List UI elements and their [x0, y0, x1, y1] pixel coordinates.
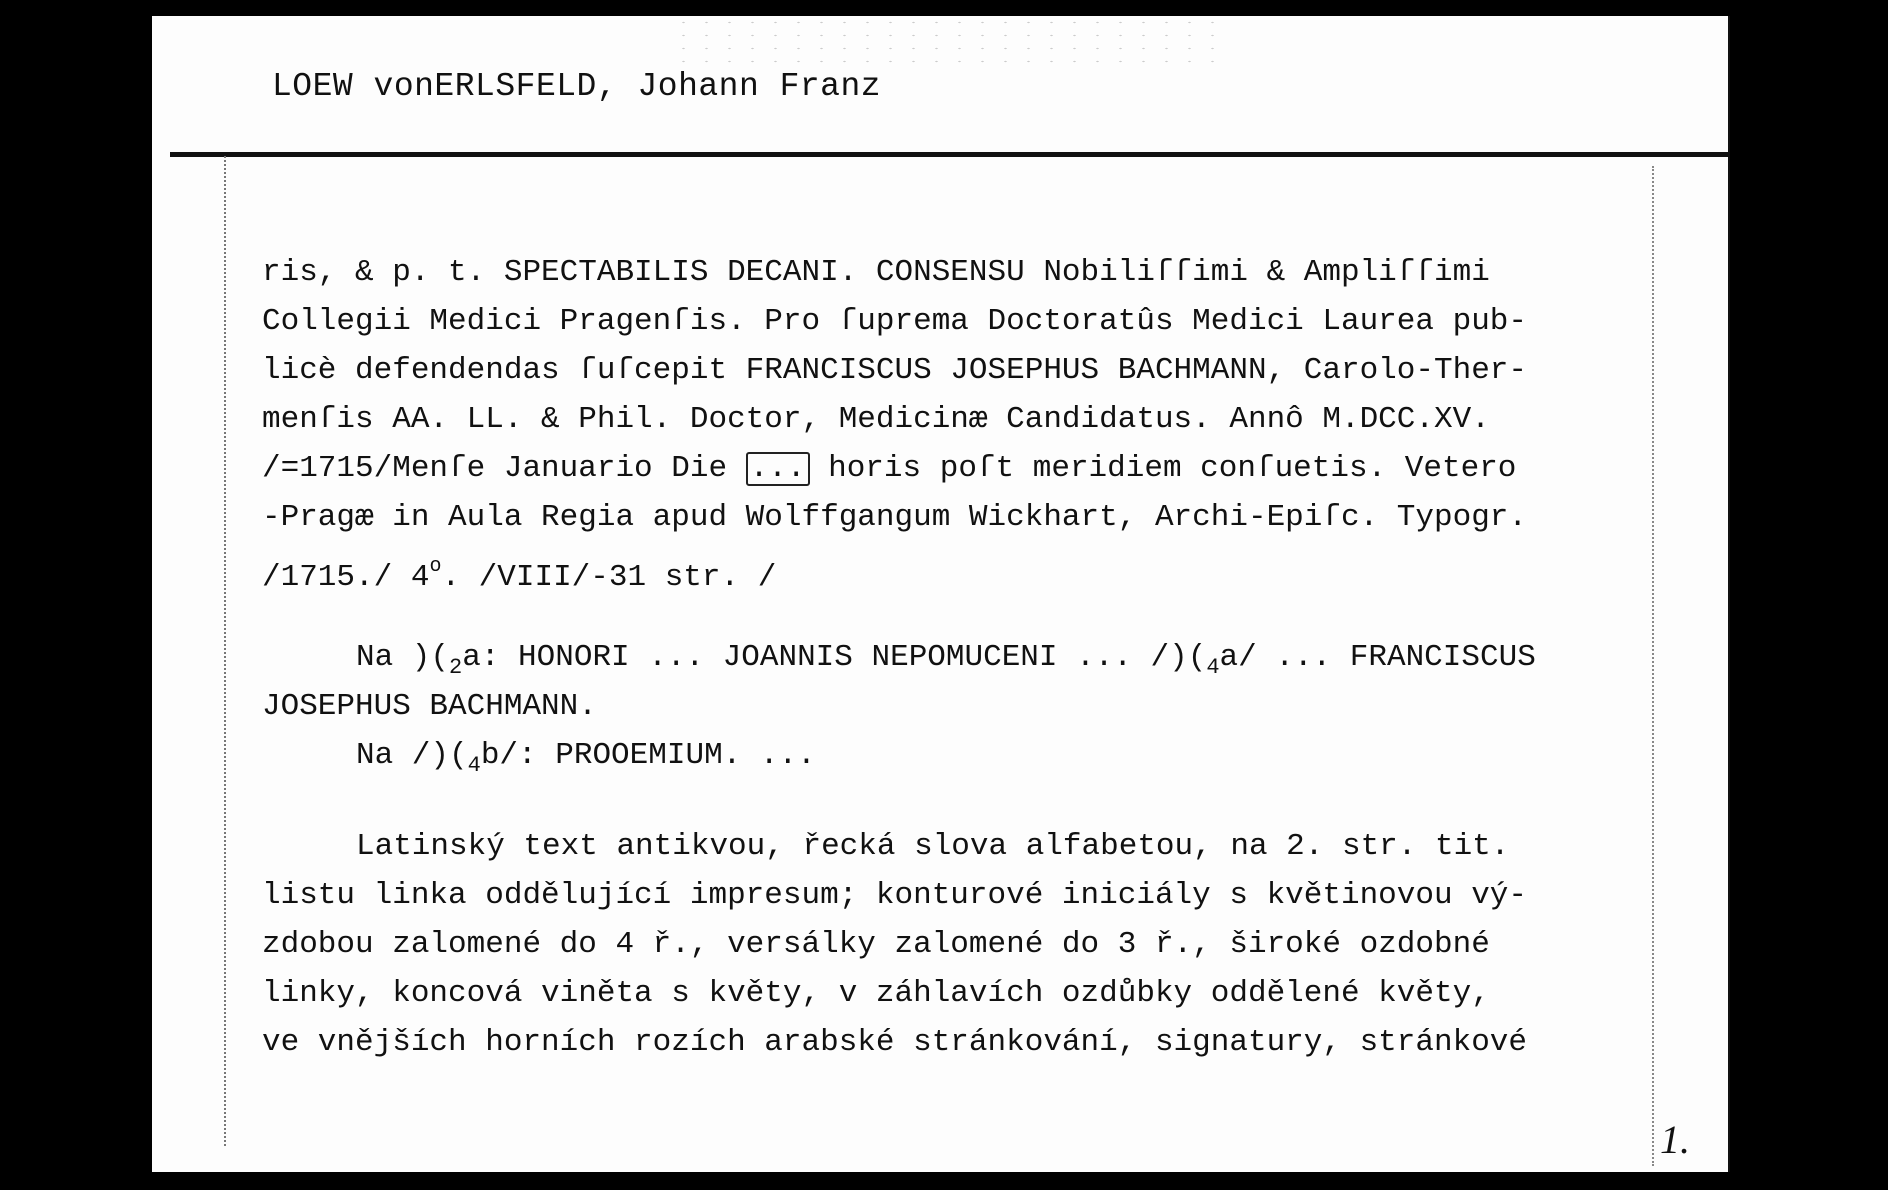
text-fragment: a: HONORI ... JOANNIS NEPOMUCENI ... /)( — [462, 640, 1207, 675]
text-fragment: a/ ... FRANCISCUS — [1219, 640, 1536, 675]
card-body — [262, 248, 1652, 1067]
card-edge — [1728, 16, 1730, 1172]
subscript: 4 — [467, 753, 481, 778]
text-line: -Pragæ in Aula Regia apud Wolffgangum Wickhart, Archi-Epiſc. Typogr. — [262, 500, 1528, 535]
text-line: zdobou zalomené do 4 ř., versálky zalomené do 3 ř., široké ozdobné — [262, 927, 1490, 962]
text-fragment: horis poſt meridiem conſuetis. Vetero — [809, 451, 1517, 486]
text-line: Latinský text antikvou, řecká slova alfabetou, na 2. str. tit. — [356, 829, 1510, 864]
text-line: JOSEPHUS BACHMANN. — [262, 689, 597, 724]
text-fragment: /=1715/Menſe Januario Die — [262, 451, 746, 486]
card-heading: LOEW vonERLSFELD, Johann Franz — [272, 68, 882, 105]
text-fragment: . /VIII/-31 str. / — [441, 560, 777, 595]
paragraph-gap — [262, 591, 1652, 633]
text-line: linky, koncová viněta s květy, v záhlavích ozdůbky oddělené květy, — [262, 976, 1490, 1011]
text-line — [262, 444, 1652, 493]
text-line: Collegii Medici Pragenſis. Pro ſuprema Doctoratûs Medici Laurea pub- — [262, 304, 1528, 339]
text-line — [262, 731, 1652, 780]
subscript: 2 — [449, 655, 463, 680]
scan-noise — [672, 16, 1232, 66]
text-line — [262, 633, 1652, 682]
text-fragment: b/: PROOEMIUM. ... — [480, 738, 816, 773]
text-fragment: /1715./ 4 — [262, 560, 430, 595]
subscript: 4 — [1206, 655, 1220, 680]
illegible-bracket: ... — [746, 452, 810, 486]
text-line: licè defendendas ſuſcepit FRANCISCUS JOSEPHUS BACHMANN, Carolo-Ther- — [262, 353, 1528, 388]
text-fragment: Na )( — [356, 640, 450, 675]
catalog-card — [152, 16, 1728, 1172]
text-fragment: Na /)( — [356, 738, 468, 773]
paragraph-gap — [262, 780, 1652, 822]
heading-rule — [170, 152, 1730, 157]
text-line — [262, 542, 1652, 595]
text-line: ve vnějších horních rozích arabské stránkování, signatury, stránkové — [262, 1025, 1528, 1060]
left-margin-line — [224, 156, 226, 1146]
superscript: o — [429, 555, 442, 578]
page-number-mark: 1. — [1660, 1117, 1690, 1162]
text-line: ris, & p. t. SPECTABILIS DECANI. CONSENSU Nobiliſſimi & Ampliſſimi — [262, 255, 1490, 290]
text-line: listu linka oddělující impresum; konturové iniciály s květinovou vý- — [262, 878, 1528, 913]
right-margin-line — [1652, 166, 1654, 1166]
text-line: menſis AA. LL. & Phil. Doctor, Medicinæ Candidatus. Annô M.DCC.XV. — [262, 402, 1490, 437]
